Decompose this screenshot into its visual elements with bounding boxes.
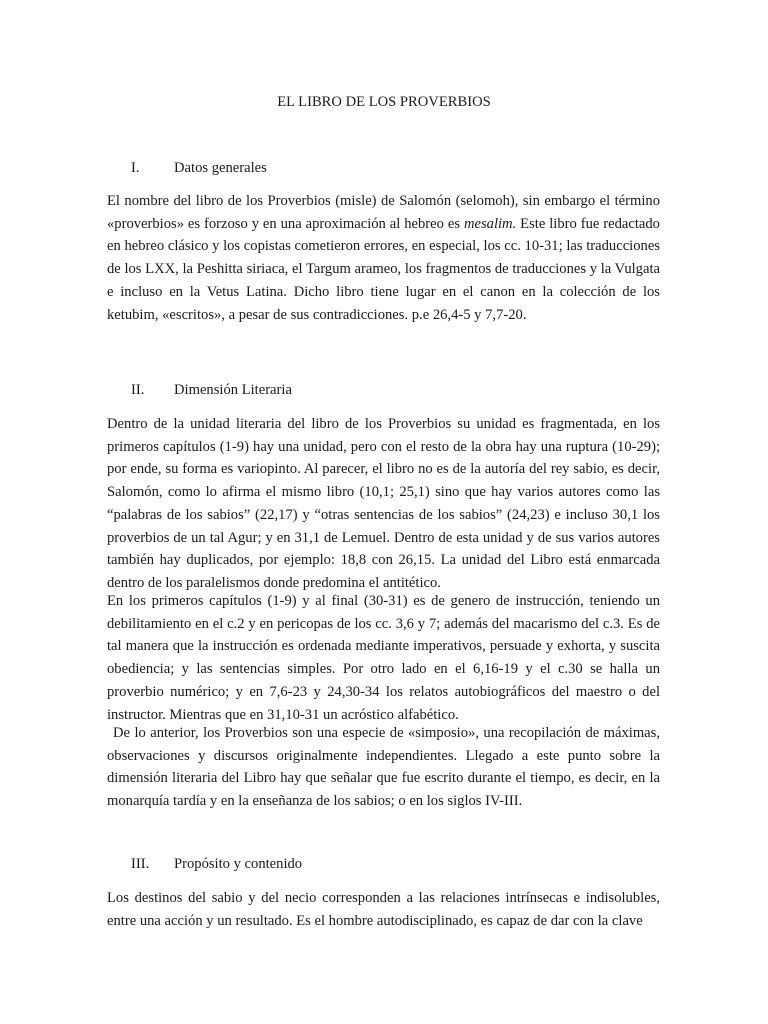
paragraph-1-text-a: El nombre del libro de los Proverbios (misle) de Salomón (selomoh), sin embargo el término «proverbios» es forzoso y en una aproximación al hebreo es <box>107 193 660 232</box>
document-title: EL LIBRO DE LOS PROVERBIOS <box>277 94 491 110</box>
paragraph-3: En los primeros capítulos (1-9) y al final (30-31) es de genero de instrucción, teniendo un debilitamiento en el c.2 y en pericopas de los cc. 3,6 y 7; además del macarismo del c.3. Es de tal manera que la instrucción es ordenada mediante imperativos, persuade y exhorta, y suscita obediencia; y las sentencias simples. Por otro lado en el 6,16-19 y el c.30 se halla un proverbio numérico; y en 7,6-23 y 24,30-34 los relatos autobiográficos del maestro o del instructor. Mientras que en 31,10-31 un acróstico alfabético. <box>107 593 660 723</box>
paragraph-1-text-b: Este libro fue redactado en hebreo clásico y los copistas cometieron errores, en especial, los cc. 10-31; las traducciones de los LXX, la Peshitta siriaca, el Targum arameo, los fragmentos de traducciones y la Vulgata e incluso en la Vetus Latina. Dicho libro tiene lugar en el canon en la colección de los ketubim, «escritos», a pesar de sus contradicciones. p.e 26,4-5 y 7,7-20. <box>107 215 660 323</box>
section-number-3: III. <box>131 856 150 872</box>
section-heading-3 <box>131 853 302 875</box>
section-heading-1 <box>131 157 267 179</box>
section-title-3: Propósito y contenido <box>174 856 303 872</box>
paragraph-1 <box>107 190 660 326</box>
section-heading-2 <box>131 379 292 401</box>
paragraph-4: De lo anterior, los Proverbios son una especie de «simposio», una recopilación de máximas, observaciones y discursos originalmente independientes. Llegado a este punto sobre la dimensión literaria del Libro hay que señalar que fue escrito durante el tiempo, es decir, en la monarquía tardía y en la enseñanza de los sabios; o en los siglos IV-III. <box>107 725 660 810</box>
section-number-1: I. <box>131 160 140 176</box>
paragraph-1-italic-term: mesalim. <box>463 215 517 232</box>
paragraph-2: Dentro de la unidad literaria del libro de los Proverbios su unidad es fragmentada, en los primeros capítulos (1-9) hay una unidad, pero con el resto de la obra hay una ruptura (10-29); por ende, su forma es variopinto. Al parecer, el libro no es de la autoría del rey sabio, es decir, Salomón, como lo afirma el mismo libro (10,1; 25,1) sino que hay varios autores como las “palabras de los sabios” (22,17) y “otras sentencias de los sabios” (24,23) e incluso 30,1 los proverbios de un tal Agur; y en 31,1 de Lemuel. Dentro de esta unidad y de sus varios autores también hay duplicados, por ejemplo: 18,8 con 26,15. La unidad del Libro está enmarcada dentro de los paralelismos donde predomina el antitético. <box>107 416 660 591</box>
section-number-2: II. <box>131 382 145 398</box>
paragraph-5: Los destinos del sabio y del necio corresponden a las relaciones intrínsecas e indisolubles, entre una acción y un resultado. Es el hombre autodisciplinado, es capaz de dar con la clave <box>107 890 660 929</box>
section-title-2: Dimensión Literaria <box>174 382 292 398</box>
section-title-1: Datos generales <box>174 160 267 176</box>
